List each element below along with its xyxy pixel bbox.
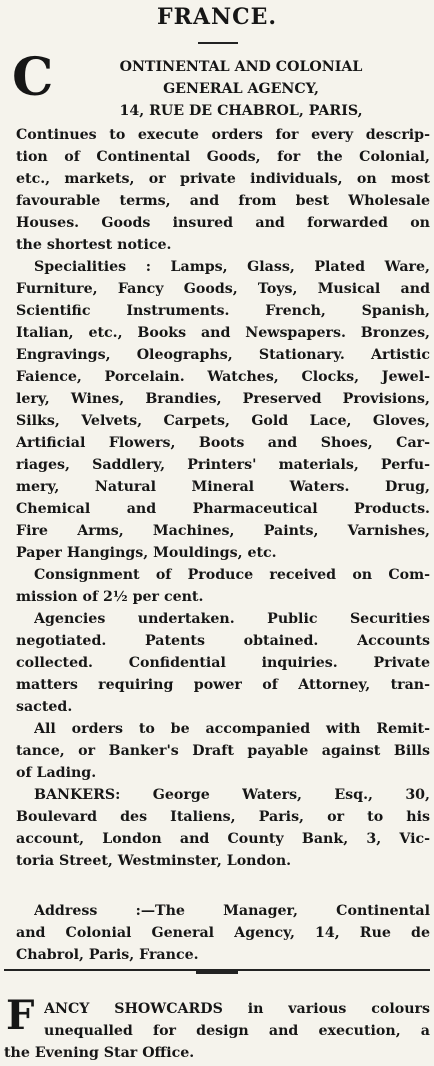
- address-line: and Colonial General Agency, 14, Rue de: [16, 925, 430, 941]
- body-line: Faience, Porcelain. Watches, Clocks, Jewel-: [16, 369, 430, 385]
- agency-title-line: GENERAL AGENCY,: [163, 81, 319, 97]
- body-line: Paper Hangings, Mouldings, etc.: [16, 545, 277, 561]
- body-line: tion of Continental Goods, for the Colonial,: [16, 149, 430, 165]
- body-line: sacted.: [16, 699, 73, 715]
- body-line: All orders to be accompanied with Remit-: [34, 721, 430, 737]
- body-line: Consignment of Produce received on Com-: [34, 567, 430, 583]
- bankers-line: Boulevard des Italiens, Paris, or to his: [16, 809, 430, 825]
- bankers-line: toria Street, Westminster, London.: [16, 853, 292, 869]
- body-line: Furniture, Fancy Goods, Toys, Musical and: [16, 281, 430, 297]
- body-line: riages, Saddlery, Printers' materials, Perfu-: [16, 457, 430, 473]
- address-line: Address :—The Manager, Continental: [34, 903, 430, 919]
- address-line: Chabrol, Paris, France.: [16, 947, 199, 963]
- body-line: collected. Confidential inquiries. Private: [16, 655, 430, 671]
- body-line: of Lading.: [16, 765, 97, 781]
- showcards-line: unequalled for design and execution, a: [44, 1023, 430, 1039]
- body-line: mery, Natural Mineral Waters. Drug,: [16, 479, 430, 495]
- body-line: Houses. Goods insured and forwarded on: [16, 215, 430, 231]
- body-line: Italian, etc., Books and Newspapers. Bronzes,: [16, 325, 430, 341]
- agency-drop-cap: C: [12, 47, 54, 108]
- agency-address-line: 14, RUE DE CHABROL, PARIS,: [119, 103, 363, 119]
- body-line: matters requiring power of Attorney, tran-: [16, 677, 430, 693]
- body-line: lery, Wines, Brandies, Preserved Provisions,: [16, 391, 430, 407]
- showcards-drop-cap: F: [6, 992, 35, 1039]
- body-line: tance, or Banker's Draft payable against Bills: [16, 743, 430, 759]
- section-heading: FRANCE.: [156, 4, 278, 30]
- body-line: favourable terms, and from best Wholesale: [16, 193, 430, 209]
- body-line: negotiated. Patents obtained. Accounts: [16, 633, 430, 649]
- body-line: Engravings, Oleographs, Stationary. Artistic: [16, 347, 430, 363]
- body-line: Silks, Velvets, Carpets, Gold Lace, Gloves,: [16, 413, 430, 429]
- agency-title-line: ONTINENTAL AND COLONIAL: [119, 59, 363, 75]
- body-line: Scientific Instruments. French, Spanish,: [16, 303, 430, 319]
- body-line: Agencies undertaken. Public Securities: [34, 611, 430, 627]
- body-line: the shortest notice.: [16, 237, 172, 253]
- body-line: Fire Arms, Machines, Paints, Varnishes,: [16, 523, 430, 539]
- body-line: Chemical and Pharmaceutical Products.: [16, 501, 430, 517]
- body-line: Continues to execute orders for every descrip-: [16, 127, 430, 143]
- body-line: Artificial Flowers, Boots and Shoes, Car-: [16, 435, 430, 451]
- showcards-line: the Evening Star Office.: [4, 1045, 195, 1061]
- section-divider-center: [196, 971, 238, 974]
- showcards-line: ANCY SHOWCARDS in various colours: [44, 1001, 430, 1017]
- bankers-line: BANKERS: George Waters, Esq., 30,: [34, 787, 430, 803]
- body-line: mission of 2½ per cent.: [16, 589, 204, 605]
- body-line: Specialities : Lamps, Glass, Plated Ware,: [34, 259, 430, 275]
- body-line: etc., markets, or private individuals, on most: [16, 171, 430, 187]
- heading-rule: [198, 42, 238, 44]
- bankers-line: account, London and County Bank, 3, Vic-: [16, 831, 430, 847]
